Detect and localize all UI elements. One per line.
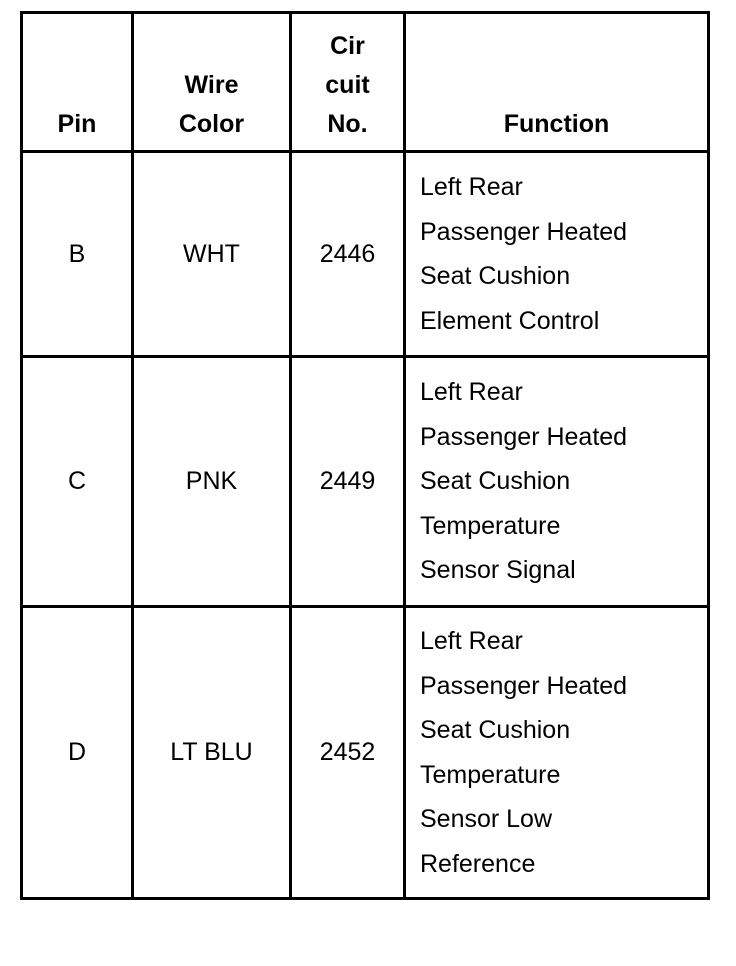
header-pin-text: Pin [57, 110, 97, 138]
function-cell [405, 152, 709, 357]
header-row [22, 13, 709, 152]
function-line: Passenger Heated [420, 671, 628, 700]
header-function-text: Function [503, 110, 610, 138]
function-line: Passenger Heated [420, 422, 628, 451]
function-line: Seat Cushion [420, 467, 571, 496]
function-line: Element Control [420, 306, 600, 335]
function-line: Temperature [420, 511, 561, 540]
table-row [22, 607, 709, 899]
function-cell [405, 357, 709, 607]
pin-cell: C [22, 357, 133, 607]
table-row [22, 152, 709, 357]
wire-color-cell: WHT [133, 152, 291, 357]
circuit-cell: 2449 [291, 357, 405, 607]
function-line: Temperature [420, 760, 561, 789]
circuit-cell: 2446 [291, 152, 405, 357]
function-line: Left Rear [420, 627, 523, 655]
function-line: Reference [420, 849, 536, 878]
function-line: Left Rear [420, 378, 523, 407]
header-function [405, 13, 709, 152]
function-cell [405, 607, 709, 899]
table-row [22, 357, 709, 607]
header-circuit-line-2: cuit [325, 71, 370, 99]
header-wire-color-line-1: Wire [184, 71, 239, 99]
header-wire-color [133, 13, 291, 152]
function-line: Passenger Heated [420, 217, 628, 246]
function-line: Seat Cushion [420, 716, 571, 744]
circuit-cell: 2452 [291, 607, 405, 899]
connector-pinout-table [20, 11, 710, 900]
header-circuit-line-1: Cir [330, 32, 365, 60]
function-line: Seat Cushion [420, 262, 571, 290]
pin-cell: B [22, 152, 133, 357]
wire-color-cell: PNK [133, 357, 291, 607]
header-circuit-line-3: No. [327, 110, 368, 138]
pin-cell: D [22, 607, 133, 899]
wire-color-cell: LT BLU [133, 607, 291, 899]
header-wire-color-line-2: Color [178, 110, 245, 138]
header-circuit-no [291, 13, 405, 152]
function-line: Sensor Low [420, 805, 553, 833]
header-pin [22, 13, 133, 152]
function-line: Left Rear [420, 173, 523, 201]
function-line: Sensor Signal [420, 556, 576, 585]
